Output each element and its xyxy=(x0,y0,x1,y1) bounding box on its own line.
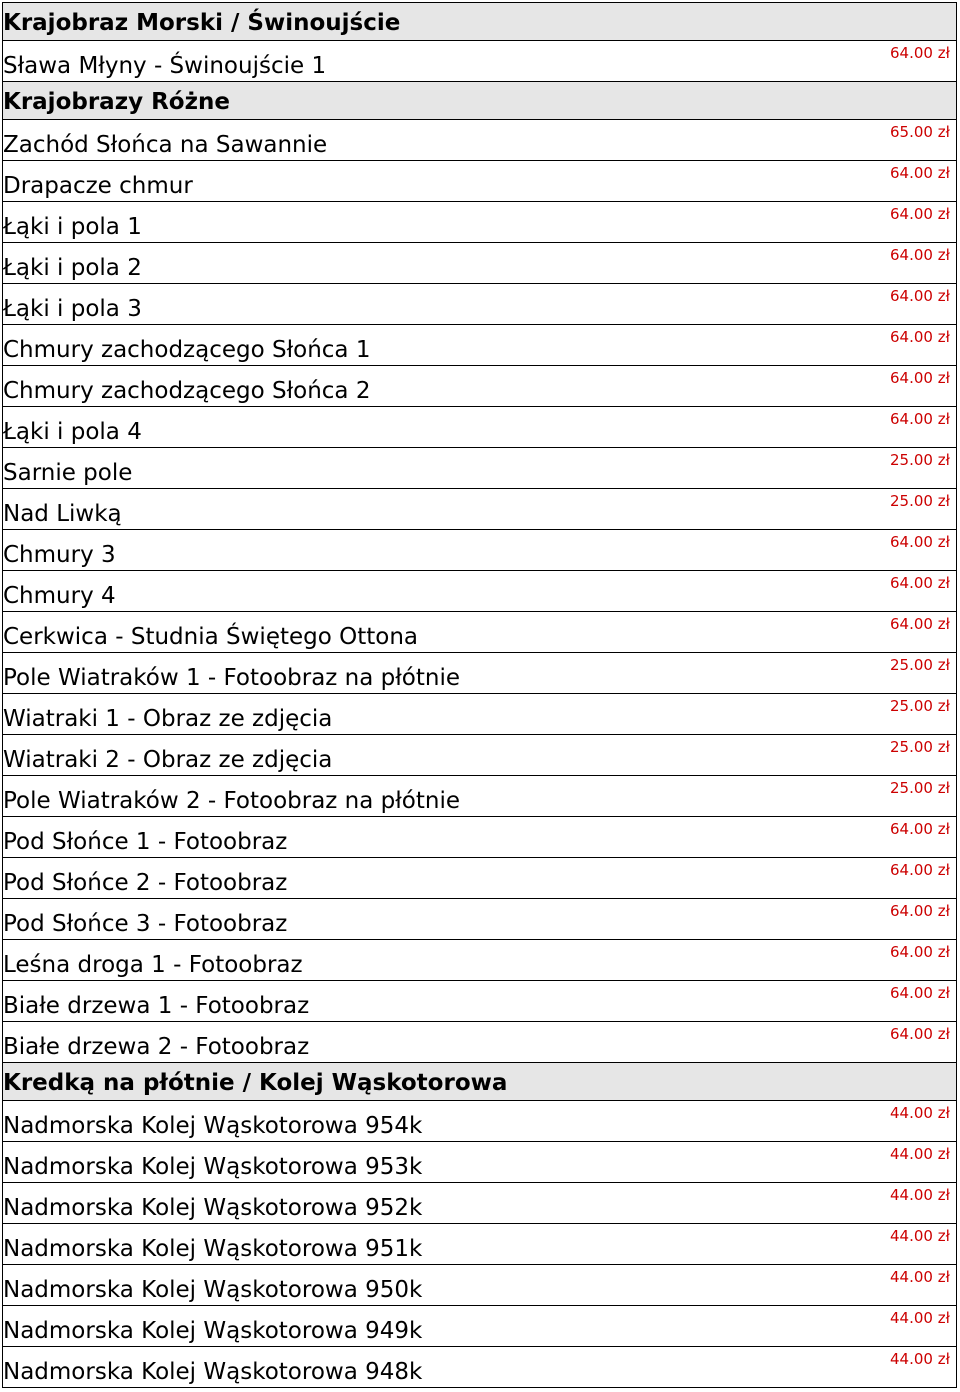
item-price: 64.00 zł xyxy=(890,820,950,838)
item-price: 25.00 zł xyxy=(890,656,950,674)
item-name[interactable]: Sława Młyny - Świnoujście 1 xyxy=(3,53,327,79)
list-item[interactable] xyxy=(3,735,956,776)
list-item[interactable] xyxy=(3,694,956,735)
item-price: 44.00 zł xyxy=(890,1104,950,1122)
list-item[interactable] xyxy=(3,940,956,981)
item-name[interactable]: Chmury 3 xyxy=(3,542,116,568)
item-name[interactable]: Drapacze chmur xyxy=(3,173,193,199)
list-item[interactable] xyxy=(3,161,956,202)
item-name[interactable]: Pod Słońce 1 - Fotoobraz xyxy=(3,829,288,855)
item-name[interactable]: Nadmorska Kolej Wąskotorowa 950k xyxy=(3,1277,423,1303)
item-price: 64.00 zł xyxy=(890,369,950,387)
item-name[interactable]: Łąki i pola 2 xyxy=(3,255,142,281)
section-title: Krajobrazy Różne xyxy=(3,89,230,115)
list-item[interactable] xyxy=(3,243,956,284)
item-name[interactable]: Nadmorska Kolej Wąskotorowa 948k xyxy=(3,1359,423,1385)
item-name[interactable]: Nadmorska Kolej Wąskotorowa 952k xyxy=(3,1195,423,1221)
item-name[interactable]: Pole Wiatraków 1 - Fotoobraz na płótnie xyxy=(3,665,461,691)
list-item[interactable] xyxy=(3,1101,956,1142)
item-price: 65.00 zł xyxy=(890,123,950,141)
item-name[interactable]: Pole Wiatraków 2 - Fotoobraz na płótnie xyxy=(3,788,461,814)
item-price: 64.00 zł xyxy=(890,574,950,592)
section-header xyxy=(3,3,956,41)
list-item[interactable] xyxy=(3,1183,956,1224)
item-name[interactable]: Cerkwica - Studnia Świętego Ottona xyxy=(3,624,418,650)
item-name[interactable]: Chmury zachodzącego Słońca 1 xyxy=(3,337,371,363)
list-item[interactable] xyxy=(3,120,956,161)
item-price: 64.00 zł xyxy=(890,902,950,920)
item-price: 64.00 zł xyxy=(890,533,950,551)
section-header xyxy=(3,1063,956,1101)
item-price: 44.00 zł xyxy=(890,1268,950,1286)
list-item[interactable] xyxy=(3,448,956,489)
item-name[interactable]: Pod Słońce 2 - Fotoobraz xyxy=(3,870,288,896)
item-price: 25.00 zł xyxy=(890,738,950,756)
list-item[interactable] xyxy=(3,1022,956,1063)
list-item[interactable] xyxy=(3,653,956,694)
item-price: 64.00 zł xyxy=(890,861,950,879)
item-name[interactable]: Leśna droga 1 - Fotoobraz xyxy=(3,952,303,978)
item-name[interactable]: Nadmorska Kolej Wąskotorowa 953k xyxy=(3,1154,423,1180)
list-item[interactable] xyxy=(3,981,956,1022)
list-item[interactable] xyxy=(3,899,956,940)
item-price: 25.00 zł xyxy=(890,697,950,715)
item-name[interactable]: Łąki i pola 4 xyxy=(3,419,142,445)
list-item[interactable] xyxy=(3,530,956,571)
item-price: 25.00 zł xyxy=(890,451,950,469)
item-name[interactable]: Sarnie pole xyxy=(3,460,133,486)
list-item[interactable] xyxy=(3,41,956,82)
item-name[interactable]: Wiatraki 2 - Obraz ze zdjęcia xyxy=(3,747,333,773)
list-item[interactable] xyxy=(3,1306,956,1347)
section-header xyxy=(3,82,956,120)
item-price: 64.00 zł xyxy=(890,205,950,223)
item-name[interactable]: Nad Liwką xyxy=(3,501,122,527)
section-title: Krajobraz Morski / Świnoujście xyxy=(3,10,401,36)
item-price: 44.00 zł xyxy=(890,1309,950,1327)
item-name[interactable]: Białe drzewa 2 - Fotoobraz xyxy=(3,1034,310,1060)
item-name[interactable]: Chmury 4 xyxy=(3,583,116,609)
item-name[interactable]: Chmury zachodzącego Słońca 2 xyxy=(3,378,371,404)
item-name[interactable]: Łąki i pola 1 xyxy=(3,214,142,240)
item-name[interactable]: Wiatraki 1 - Obraz ze zdjęcia xyxy=(3,706,333,732)
item-price: 25.00 zł xyxy=(890,779,950,797)
list-item[interactable] xyxy=(3,1224,956,1265)
item-price: 64.00 zł xyxy=(890,410,950,428)
item-name[interactable]: Łąki i pola 3 xyxy=(3,296,142,322)
list-item[interactable] xyxy=(3,571,956,612)
list-item[interactable] xyxy=(3,284,956,325)
item-name[interactable]: Pod Słońce 3 - Fotoobraz xyxy=(3,911,288,937)
item-name[interactable]: Zachód Słońca na Sawannie xyxy=(3,132,328,158)
item-price: 44.00 zł xyxy=(890,1227,950,1245)
item-price: 64.00 zł xyxy=(890,943,950,961)
item-price: 64.00 zł xyxy=(890,615,950,633)
item-name[interactable]: Nadmorska Kolej Wąskotorowa 949k xyxy=(3,1318,423,1344)
section-title: Kredką na płótnie / Kolej Wąskotorowa xyxy=(3,1070,508,1096)
list-item[interactable] xyxy=(3,202,956,243)
list-item[interactable] xyxy=(3,776,956,817)
item-price: 64.00 zł xyxy=(890,164,950,182)
list-item[interactable] xyxy=(3,489,956,530)
item-name[interactable]: Nadmorska Kolej Wąskotorowa 954k xyxy=(3,1113,423,1139)
item-price: 64.00 zł xyxy=(890,287,950,305)
item-price: 25.00 zł xyxy=(890,492,950,510)
list-item[interactable] xyxy=(3,817,956,858)
item-price: 64.00 zł xyxy=(890,328,950,346)
item-price: 64.00 zł xyxy=(890,984,950,1002)
item-name[interactable]: Białe drzewa 1 - Fotoobraz xyxy=(3,993,310,1019)
list-item[interactable] xyxy=(3,612,956,653)
list-item[interactable] xyxy=(3,366,956,407)
price-list-table xyxy=(2,2,957,1388)
item-price: 64.00 zł xyxy=(890,44,950,62)
list-item[interactable] xyxy=(3,325,956,366)
item-name[interactable]: Nadmorska Kolej Wąskotorowa 951k xyxy=(3,1236,423,1262)
item-price: 44.00 zł xyxy=(890,1145,950,1163)
list-item[interactable] xyxy=(3,1347,956,1388)
list-item[interactable] xyxy=(3,1142,956,1183)
item-price: 44.00 zł xyxy=(890,1186,950,1204)
item-price: 44.00 zł xyxy=(890,1350,950,1368)
list-item[interactable] xyxy=(3,858,956,899)
list-item[interactable] xyxy=(3,1265,956,1306)
item-price: 64.00 zł xyxy=(890,246,950,264)
list-item[interactable] xyxy=(3,407,956,448)
item-price: 64.00 zł xyxy=(890,1025,950,1043)
